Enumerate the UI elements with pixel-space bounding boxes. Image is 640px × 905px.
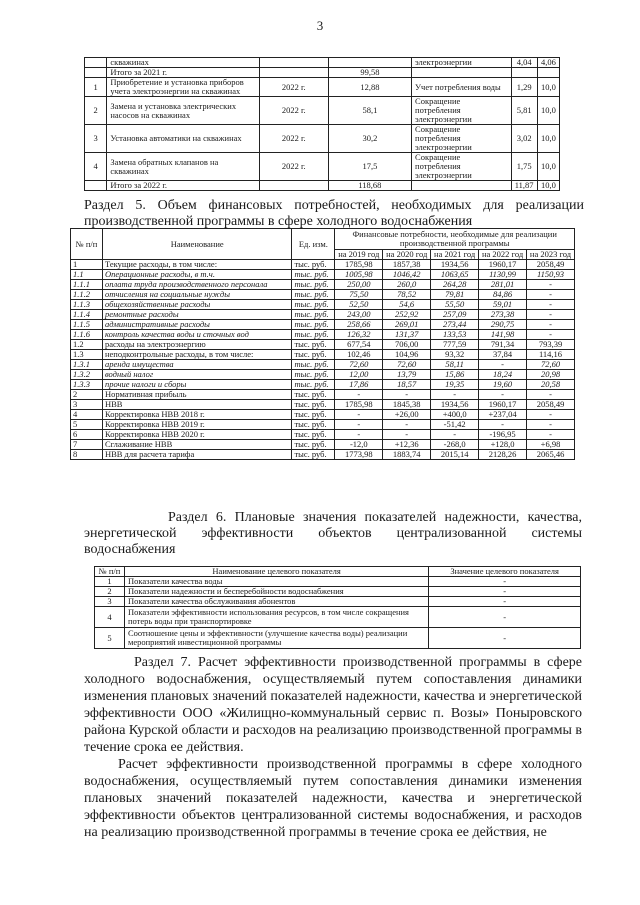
- row-number: 6: [71, 430, 103, 440]
- header-num: № п/п: [71, 229, 103, 260]
- row-name: расходы на электроэнергию: [102, 340, 291, 350]
- row-unit: тыс. руб.: [292, 430, 335, 440]
- row-number: 1.3.2: [71, 370, 103, 380]
- measure-name: скважинах: [107, 58, 259, 68]
- row-value: -51,42: [431, 420, 479, 430]
- table-row: [95, 587, 581, 597]
- measure-value1: 4,04: [511, 58, 537, 68]
- indicator-name: Показатели надежности и бесперебойности водоснабжения: [124, 587, 428, 597]
- table-row: [71, 400, 575, 410]
- measure-effect: Учет потребления воды: [412, 78, 512, 97]
- measure-value1: 1,29: [511, 78, 537, 97]
- table-row: [71, 330, 575, 340]
- row-value: 1130,99: [479, 270, 527, 280]
- row-value: -: [527, 320, 575, 330]
- row-number: 2: [85, 97, 107, 125]
- row-value: 2128,26: [479, 450, 527, 460]
- row-value: 1960,17: [479, 260, 527, 270]
- row-value: 79,81: [431, 290, 479, 300]
- row-value: -: [479, 360, 527, 370]
- row-value: 677,54: [335, 340, 383, 350]
- row-value: 264,28: [431, 280, 479, 290]
- row-value: 1773,98: [335, 450, 383, 460]
- row-unit: тыс. руб.: [292, 400, 335, 410]
- row-name: общехозяйственные расходы: [102, 300, 291, 310]
- row-name: Текущие расходы, в том числе:: [102, 260, 291, 270]
- row-value: -: [383, 420, 431, 430]
- row-number: 8: [71, 450, 103, 460]
- row-name: НВВ для расчета тарифа: [102, 450, 291, 460]
- target-indicators-table: [94, 566, 581, 649]
- indicator-name: Соотношение цены и эффективности (улучшение качества воды) реализации мероприятий инвестиционной программы: [124, 628, 428, 649]
- row-value: -: [335, 430, 383, 440]
- row-number: 5: [95, 628, 125, 649]
- row-value: 75,50: [335, 290, 383, 300]
- page-number: 3: [316, 18, 324, 33]
- row-value: 13,79: [383, 370, 431, 380]
- table-row: [71, 260, 575, 270]
- row-value: 18,24: [479, 370, 527, 380]
- table-row: [71, 310, 575, 320]
- header-year: на 2020 год: [383, 250, 431, 260]
- header-name: Наименование: [102, 229, 291, 260]
- row-number: 2: [95, 587, 125, 597]
- table-row: [71, 440, 575, 450]
- measure-value2: [537, 68, 559, 78]
- header-value: Значение целевого показателя: [429, 567, 581, 577]
- row-value: 258,66: [335, 320, 383, 330]
- row-value: -: [479, 420, 527, 430]
- row-value: -196,95: [479, 430, 527, 440]
- row-number: 1.1.3: [71, 300, 103, 310]
- measure-sum: 118,68: [328, 181, 411, 191]
- measure-effect: Сокращение потребления электроэнергии: [412, 153, 512, 181]
- row-value: 1857,38: [383, 260, 431, 270]
- row-number: 1.2: [71, 340, 103, 350]
- row-value: 1934,56: [431, 400, 479, 410]
- table-row: [85, 97, 560, 125]
- row-unit: тыс. руб.: [292, 300, 335, 310]
- row-name: Корректировка НВВ 2020 г.: [102, 430, 291, 440]
- row-value: +12,36: [383, 440, 431, 450]
- row-value: 243,00: [335, 310, 383, 320]
- section5-title: Раздел 5. Объем финансовых потребностей, необходимых для реализации производственной программы в сфере холодного водоснабжения: [84, 198, 584, 229]
- row-unit: тыс. руб.: [292, 260, 335, 270]
- row-value: -: [431, 430, 479, 440]
- measure-name: Итого за 2022 г.: [107, 181, 259, 191]
- row-name: административные расходы: [102, 320, 291, 330]
- row-value: +400,0: [431, 410, 479, 420]
- row-value: 72,60: [335, 360, 383, 370]
- row-value: +26,00: [383, 410, 431, 420]
- measure-value2: 10,0: [537, 181, 559, 191]
- row-value: 59,01: [479, 300, 527, 310]
- row-value: 1150,93: [527, 270, 575, 280]
- table-row: [71, 390, 575, 400]
- row-value: 19,35: [431, 380, 479, 390]
- row-number: 4: [95, 607, 125, 628]
- table-row: [71, 370, 575, 380]
- row-unit: тыс. руб.: [292, 290, 335, 300]
- row-value: -: [527, 390, 575, 400]
- row-name: оплата труда производственного персонала: [102, 280, 291, 290]
- row-value: 706,00: [383, 340, 431, 350]
- row-value: 793,39: [527, 340, 575, 350]
- row-unit: тыс. руб.: [292, 420, 335, 430]
- row-value: -: [335, 390, 383, 400]
- row-value: -: [479, 390, 527, 400]
- row-value: 257,09: [431, 310, 479, 320]
- row-value: -: [527, 310, 575, 320]
- header-year: на 2022 год: [479, 250, 527, 260]
- row-name: ремонтные расходы: [102, 310, 291, 320]
- row-name: аренда имущества: [102, 360, 291, 370]
- row-value: 273,38: [479, 310, 527, 320]
- table-row: [71, 300, 575, 310]
- indicator-value: -: [429, 628, 581, 649]
- measure-sum: [328, 58, 411, 68]
- row-number: 4: [85, 153, 107, 181]
- table-row: [95, 597, 581, 607]
- row-value: +6,98: [527, 440, 575, 450]
- table-row: [71, 410, 575, 420]
- table-row: [71, 350, 575, 360]
- measure-year: [259, 181, 328, 191]
- header-group: Финансовые потребности, необходимые для реализации производственной программы: [335, 229, 575, 250]
- table-row: [85, 78, 560, 97]
- row-value: -12,0: [335, 440, 383, 450]
- row-number: [85, 68, 107, 78]
- row-number: 1.1.1: [71, 280, 103, 290]
- indicator-value: -: [429, 587, 581, 597]
- table-row: [95, 607, 581, 628]
- section6-title: Раздел 6. Плановые значения показателей надежности, качества, энергетической эффективности объектов централизованной системы водоснабжения: [84, 510, 582, 557]
- header-year: на 2021 год: [431, 250, 479, 260]
- row-value: 1934,56: [431, 260, 479, 270]
- measure-value1: 5,81: [511, 97, 537, 125]
- row-number: [85, 58, 107, 68]
- row-value: +128,0: [479, 440, 527, 450]
- row-value: 37,84: [479, 350, 527, 360]
- row-unit: тыс. руб.: [292, 450, 335, 460]
- row-unit: тыс. руб.: [292, 410, 335, 420]
- measure-value2: 10,0: [537, 78, 559, 97]
- row-name: Операционные расходы, в т.ч.: [102, 270, 291, 280]
- row-value: 252,92: [383, 310, 431, 320]
- table-row: [71, 280, 575, 290]
- row-name: Сглаживание НВВ: [102, 440, 291, 450]
- row-value: 55,50: [431, 300, 479, 310]
- measure-effect: Сокращение потребления электроэнергии: [412, 97, 512, 125]
- row-value: 1960,17: [479, 400, 527, 410]
- measure-name: Замена обратных клапанов на скважинах: [107, 153, 259, 181]
- row-value: -: [383, 390, 431, 400]
- row-unit: тыс. руб.: [292, 280, 335, 290]
- row-value: 1845,38: [383, 400, 431, 410]
- row-value: 72,60: [527, 360, 575, 370]
- measure-name: Итого за 2021 г.: [107, 68, 259, 78]
- row-value: -: [431, 390, 479, 400]
- row-value: 1785,98: [335, 400, 383, 410]
- row-value: 141,98: [479, 330, 527, 340]
- measure-sum: 99,58: [328, 68, 411, 78]
- row-value: 1046,42: [383, 270, 431, 280]
- row-value: 281,01: [479, 280, 527, 290]
- row-value: 269,01: [383, 320, 431, 330]
- table-row: [71, 380, 575, 390]
- row-name: НВВ: [102, 400, 291, 410]
- row-value: 1063,65: [431, 270, 479, 280]
- row-number: 1.1.2: [71, 290, 103, 300]
- row-value: 15,86: [431, 370, 479, 380]
- row-number: 1: [85, 78, 107, 97]
- header-unit: Ед. изм.: [292, 229, 335, 260]
- measure-value1: [511, 68, 537, 78]
- indicator-value: -: [429, 577, 581, 587]
- table-row: [71, 320, 575, 330]
- row-value: 114,16: [527, 350, 575, 360]
- table-row: [85, 58, 560, 68]
- measure-sum: 17,5: [328, 153, 411, 181]
- row-number: 4: [71, 410, 103, 420]
- measure-name: Установка автоматики на скважинах: [107, 125, 259, 153]
- row-value: 250,00: [335, 280, 383, 290]
- row-number: 1.3.1: [71, 360, 103, 370]
- measure-value1: 1,75: [511, 153, 537, 181]
- row-name: Корректировка НВВ 2018 г.: [102, 410, 291, 420]
- measure-effect: [412, 68, 512, 78]
- table-row: [85, 125, 560, 153]
- measure-year: 2022 г.: [259, 153, 328, 181]
- row-value: 131,37: [383, 330, 431, 340]
- row-value: -: [527, 300, 575, 310]
- row-unit: тыс. руб.: [292, 390, 335, 400]
- row-value: 1005,98: [335, 270, 383, 280]
- row-value: 2065,46: [527, 450, 575, 460]
- row-number: 1: [95, 577, 125, 587]
- row-value: -: [527, 430, 575, 440]
- row-unit: тыс. руб.: [292, 440, 335, 450]
- measure-effect: Сокращение потребления электроэнергии: [412, 125, 512, 153]
- row-unit: тыс. руб.: [292, 380, 335, 390]
- row-number: 3: [95, 597, 125, 607]
- row-name: неподконтрольные расходы, в том числе:: [102, 350, 291, 360]
- row-value: -: [335, 420, 383, 430]
- row-unit: тыс. руб.: [292, 270, 335, 280]
- row-value: -: [527, 420, 575, 430]
- table-row: [85, 153, 560, 181]
- measure-year: [259, 58, 328, 68]
- header-year: на 2023 год: [527, 250, 575, 260]
- table-row: [71, 340, 575, 350]
- row-value: 12,00: [335, 370, 383, 380]
- row-name: Корректировка НВВ 2019 г.: [102, 420, 291, 430]
- row-value: 84,86: [479, 290, 527, 300]
- row-value: -: [527, 290, 575, 300]
- indicator-name: Показатели качества воды: [124, 577, 428, 587]
- measure-name: Замена и установка электрических насосов на скважинах: [107, 97, 259, 125]
- table-row: [71, 420, 575, 430]
- row-value: 2058,49: [527, 260, 575, 270]
- header-name: Наименование целевого показателя: [124, 567, 428, 577]
- row-number: 1.3: [71, 350, 103, 360]
- table-row: [71, 450, 575, 460]
- measure-value2: 4,06: [537, 58, 559, 68]
- row-value: 19,60: [479, 380, 527, 390]
- row-value: 58,11: [431, 360, 479, 370]
- row-unit: тыс. руб.: [292, 330, 335, 340]
- indicator-value: -: [429, 597, 581, 607]
- section7-title: Раздел 7. Расчет эффективности производственной программы в сфере холодного водоснабжения, осуществляемый путем сопоставления динамики изменения плановых значений показателей надежности, качества и энергетической эффективности ООО «Жилищно-коммунальный сервис п. Возы» Поныровского района Курской области и расходов на реализацию производственной программы в течение срока ее действия.: [84, 655, 582, 755]
- measure-sum: 58,1: [328, 97, 411, 125]
- row-name: Нормативная прибыль: [102, 390, 291, 400]
- measure-value1: 11,87: [511, 181, 537, 191]
- row-value: 72,60: [383, 360, 431, 370]
- row-number: 1.1.4: [71, 310, 103, 320]
- table-row: [71, 290, 575, 300]
- row-value: 52,50: [335, 300, 383, 310]
- table-row: [71, 430, 575, 440]
- measures-table: [84, 57, 560, 191]
- row-value: -268,0: [431, 440, 479, 450]
- row-value: 102,46: [335, 350, 383, 360]
- header-year: на 2019 год: [335, 250, 383, 260]
- row-value: 20,58: [527, 380, 575, 390]
- row-unit: тыс. руб.: [292, 310, 335, 320]
- row-value: -: [527, 410, 575, 420]
- measure-year: 2022 г.: [259, 125, 328, 153]
- row-value: 133,53: [431, 330, 479, 340]
- row-value: 126,32: [335, 330, 383, 340]
- row-unit: тыс. руб.: [292, 320, 335, 330]
- row-value: 290,75: [479, 320, 527, 330]
- measure-year: [259, 68, 328, 78]
- row-value: 273,44: [431, 320, 479, 330]
- row-value: 18,57: [383, 380, 431, 390]
- row-value: 2058,49: [527, 400, 575, 410]
- row-value: 791,34: [479, 340, 527, 350]
- row-number: 1.3.3: [71, 380, 103, 390]
- row-unit: тыс. руб.: [292, 350, 335, 360]
- row-value: 777,59: [431, 340, 479, 350]
- row-value: 17,86: [335, 380, 383, 390]
- table-row: [85, 68, 560, 78]
- row-name: прочие налоги и сборы: [102, 380, 291, 390]
- row-value: -: [527, 330, 575, 340]
- row-value: 104,96: [383, 350, 431, 360]
- row-value: 78,52: [383, 290, 431, 300]
- measure-value2: 10,0: [537, 125, 559, 153]
- table-row: [95, 628, 581, 649]
- table-row: [71, 360, 575, 370]
- indicator-name: Показатели качества обслуживания абонентов: [124, 597, 428, 607]
- row-value: 2015,14: [431, 450, 479, 460]
- table-row: [95, 577, 581, 587]
- financial-needs-table: [70, 228, 575, 460]
- row-value: 260,0: [383, 280, 431, 290]
- row-name: отчисления на социальные нужды: [102, 290, 291, 300]
- row-value: -: [527, 280, 575, 290]
- measure-value1: 3,02: [511, 125, 537, 153]
- measure-effect: [412, 181, 512, 191]
- row-number: 7: [71, 440, 103, 450]
- measure-value2: 10,0: [537, 97, 559, 125]
- row-value: -: [335, 410, 383, 420]
- row-number: 3: [85, 125, 107, 153]
- row-number: 5: [71, 420, 103, 430]
- row-name: контроль качества воды и сточных вод: [102, 330, 291, 340]
- measure-sum: 30,2: [328, 125, 411, 153]
- row-value: 93,32: [431, 350, 479, 360]
- indicator-value: -: [429, 607, 581, 628]
- row-unit: тыс. руб.: [292, 340, 335, 350]
- measure-value2: 10,0: [537, 153, 559, 181]
- table-row: [71, 270, 575, 280]
- row-number: 1.1.6: [71, 330, 103, 340]
- row-number: 1.1.5: [71, 320, 103, 330]
- measure-sum: 12,88: [328, 78, 411, 97]
- row-number: [85, 181, 107, 191]
- row-value: +237,04: [479, 410, 527, 420]
- header-num: № п/п: [95, 567, 125, 577]
- measure-year: 2022 г.: [259, 78, 328, 97]
- row-value: -: [383, 430, 431, 440]
- row-number: 2: [71, 390, 103, 400]
- row-unit: тыс. руб.: [292, 360, 335, 370]
- row-value: 1785,98: [335, 260, 383, 270]
- section7-paragraph: Расчет эффективности производственной программы в сфере холодного водоснабжения, осуществляемый путем сопоставления динамики изменения плановых значений показателей надежности, качества и энергетической эффективности объектов централизованной системы водоснабжения, и расходов на реализацию производственной программы в течение срока ее действия, не: [84, 757, 582, 840]
- row-number: 3: [71, 400, 103, 410]
- measure-effect: электроэнергии: [412, 58, 512, 68]
- row-name: водный налог: [102, 370, 291, 380]
- measure-year: 2022 г.: [259, 97, 328, 125]
- row-number: 1.1: [71, 270, 103, 280]
- row-value: 20,98: [527, 370, 575, 380]
- row-number: 1: [71, 260, 103, 270]
- measure-name: Приобретение и установка приборов учета электроэнергии на скважинах: [107, 78, 259, 97]
- row-value: 54,6: [383, 300, 431, 310]
- table-row: [85, 181, 560, 191]
- indicator-name: Показатели эффективности использования ресурсов, в том числе сокращения потерь воды при транспортировке: [124, 607, 428, 628]
- row-unit: тыс. руб.: [292, 370, 335, 380]
- row-value: 1883,74: [383, 450, 431, 460]
